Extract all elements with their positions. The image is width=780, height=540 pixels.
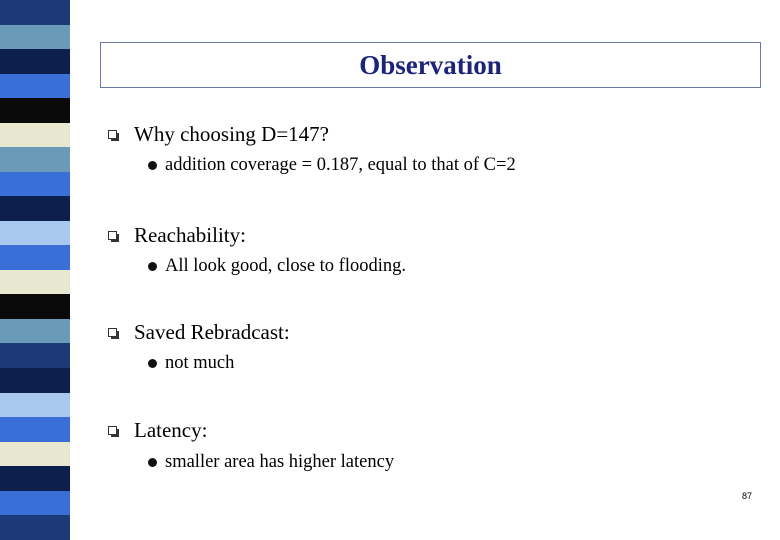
bullet-text: Reachability: [134,223,246,247]
bullet-text: Why choosing D=147? [134,122,329,146]
stripe-block [0,343,70,368]
stripe-block [0,221,70,246]
square-bullet-icon [108,130,117,139]
square-bullet-icon [108,328,117,337]
dot-bullet-icon [148,161,157,170]
stripe-block [0,491,70,516]
square-bullet-icon [108,426,117,435]
sub-bullet-4 [148,452,394,473]
stripe-block [0,98,70,123]
bullet-3 [108,320,290,345]
stripe-block [0,393,70,418]
stripe-block [0,25,70,50]
stripe-block [0,74,70,99]
stripe-block [0,294,70,319]
decorative-stripe [0,0,70,540]
stripe-block [0,319,70,344]
stripe-block [0,0,70,25]
stripe-block [0,49,70,74]
stripe-block [0,196,70,221]
stripe-block [0,368,70,393]
sub-bullet-1 [148,155,516,176]
slide-title: Observation [359,49,502,80]
stripe-block [0,515,70,540]
sub-bullet-text: All look good, close to flooding. [165,256,406,276]
sub-bullet-2 [148,256,406,277]
stripe-block [0,466,70,491]
square-bullet-icon [108,231,117,240]
bullet-1 [108,122,329,147]
dot-bullet-icon [148,458,157,467]
stripe-block [0,442,70,467]
bullet-text: Saved Rebradcast: [134,320,290,344]
bullet-4 [108,418,207,443]
bullet-2 [108,223,246,248]
stripe-block [0,245,70,270]
sub-bullet-text: not much [165,353,235,373]
stripe-block [0,123,70,148]
page-number: 87 [741,491,752,501]
dot-bullet-icon [148,262,157,271]
stripe-block [0,417,70,442]
sub-bullet-3 [148,353,234,374]
dot-bullet-icon [148,359,157,368]
sub-bullet-text: addition coverage = 0.187, equal to that of C=2 [165,155,516,175]
stripe-block [0,270,70,295]
bullet-text: Latency: [134,418,208,442]
title-box [100,42,761,88]
stripe-block [0,172,70,197]
stripe-block [0,147,70,172]
sub-bullet-text: smaller area has higher latency [165,452,395,472]
